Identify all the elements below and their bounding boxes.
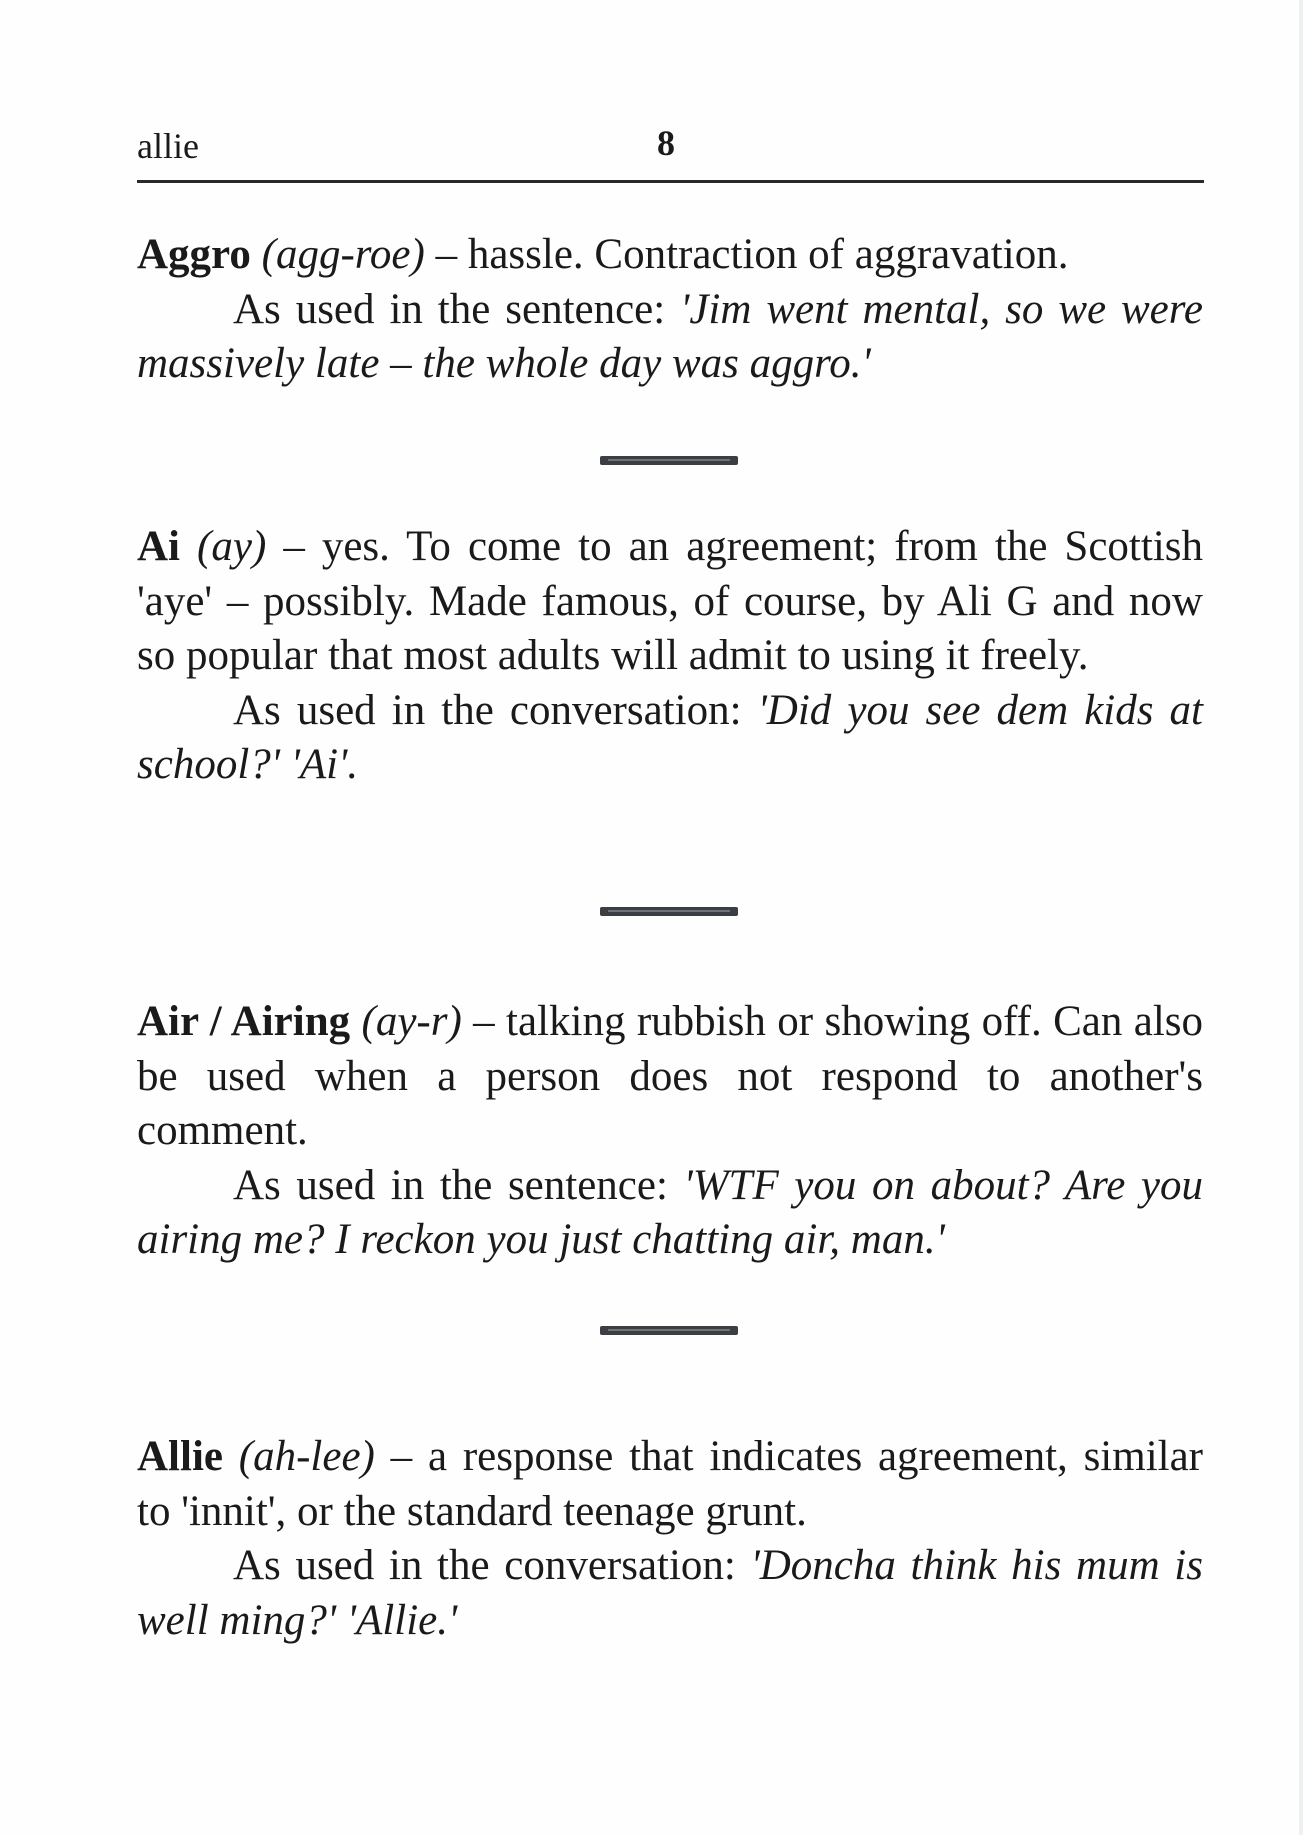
example-intro: As used in the conversation: <box>233 1542 751 1589</box>
dictionary-entry-aggro <box>137 228 1203 392</box>
entry-example <box>137 1539 1203 1648</box>
entry-definition-paragraph <box>137 1430 1203 1539</box>
entry-definition: – talking rubbish or showing off. Can also be used when a person does not respond to another's comment. <box>137 998 1203 1154</box>
entry-definition-paragraph <box>137 228 1203 283</box>
running-head-word: allie <box>137 126 199 166</box>
page-number: 8 <box>657 123 675 163</box>
entry-example <box>137 283 1203 392</box>
example-quote: 'Doncha think his mum is well ming?' 'Allie.' <box>137 1542 1203 1644</box>
page-edge <box>1299 0 1303 1835</box>
entry-example <box>137 684 1203 793</box>
entry-definition: – hassle. Contraction of aggravation. <box>424 231 1069 278</box>
entry-definition-paragraph <box>137 520 1203 684</box>
entry-definition: – a response that indicates agreement, similar to 'innit', or the standard teenage grunt. <box>137 1433 1203 1535</box>
dictionary-entry-air <box>137 995 1203 1268</box>
entry-headword: Aggro <box>137 231 251 278</box>
running-head <box>137 122 1203 182</box>
dictionary-entry-allie <box>137 1430 1203 1648</box>
entry-example <box>137 1159 1203 1268</box>
section-divider <box>600 1326 738 1335</box>
example-quote: 'Jim went mental, so we were massively late – the whole day was aggro.' <box>137 285 1203 387</box>
entry-pronunciation: (ay) <box>197 523 267 570</box>
example-intro: As used in the sentence: <box>233 1161 684 1209</box>
entry-headword: Air / Airing <box>137 998 351 1045</box>
example-intro: As used in the conversation: <box>233 686 758 734</box>
entry-definition-paragraph <box>137 995 1203 1159</box>
dictionary-entry-ai <box>137 520 1203 793</box>
section-divider <box>600 456 738 465</box>
example-intro: As used in the sentence: <box>233 285 681 333</box>
header-rule <box>137 180 1204 183</box>
entry-pronunciation: (ah-lee) <box>238 1433 375 1480</box>
example-quote: 'Did you see dem kids at school?' 'Ai'. <box>137 686 1203 788</box>
entry-headword: Allie <box>137 1433 223 1480</box>
entry-pronunciation: (ay-r) <box>361 998 462 1045</box>
entry-definition: – yes. To come to an agreement; from the Scottish 'aye' – possibly. Made famous, of course, by Ali G and now so popular that most adults will admit to using it freely. <box>137 523 1204 679</box>
entry-pronunciation: (agg-roe) <box>261 231 425 278</box>
example-quote: 'WTF you on about? Are you airing me? I reckon you just chatting air, man.' <box>137 1161 1203 1263</box>
section-divider <box>600 907 738 916</box>
entry-headword: Ai <box>137 523 180 570</box>
